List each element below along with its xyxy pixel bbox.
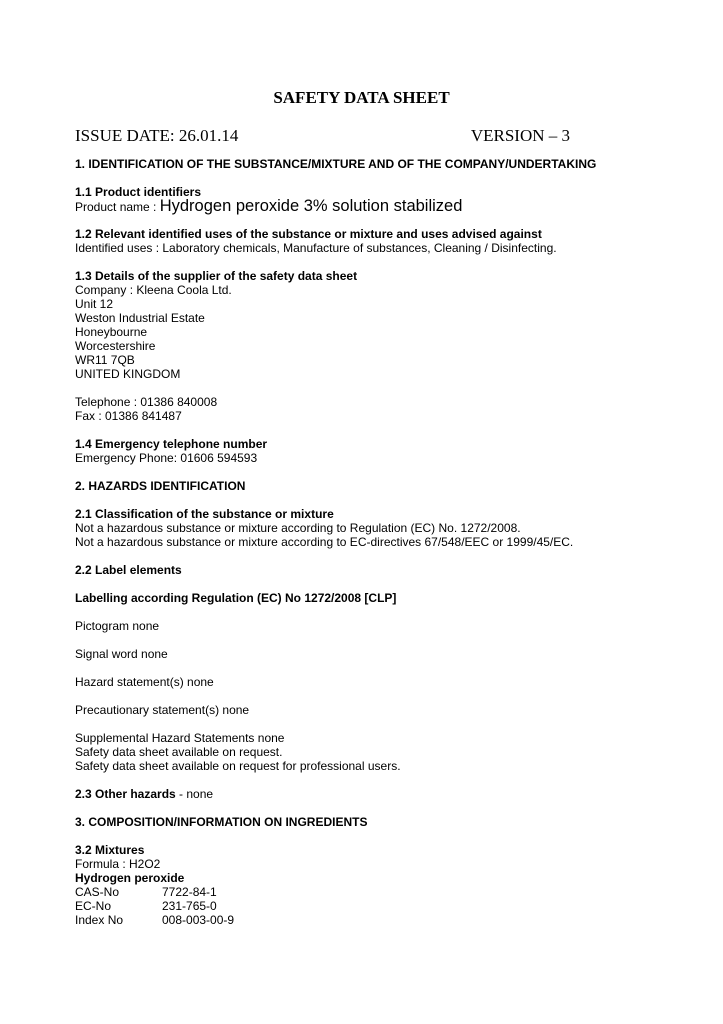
precautionary-statements: Precautionary statement(s) none [75, 703, 250, 717]
product-name-label: Product name : [75, 200, 160, 214]
pictogram: Pictogram none [75, 619, 160, 633]
identifier-row [75, 913, 675, 927]
issue-date: ISSUE DATE: 26.01.14 [75, 126, 239, 145]
version: VERSION – 3 [470, 126, 570, 145]
identifier-value: 008-003-00-9 [162, 913, 235, 927]
supplemental-line: Safety data sheet available on request for professional users. [75, 759, 401, 773]
section-2-2-heading: 2.2 Label elements [75, 563, 182, 577]
section-1-heading: 1. IDENTIFICATION OF THE SUBSTANCE/MIXTURE AND OF THE COMPANY/UNDERTAKING [75, 157, 597, 171]
section-2-3-heading: 2.3 Other hazards [75, 787, 176, 801]
address-line: Unit 12 [75, 297, 114, 311]
section-3-2-heading: 3.2 Mixtures [75, 843, 145, 857]
supplemental-line: Safety data sheet available on request. [75, 745, 283, 759]
section-1-4-heading: 1.4 Emergency telephone number [75, 437, 268, 451]
telephone: Telephone : 01386 840008 [75, 395, 218, 409]
hazard-statements: Hazard statement(s) none [75, 675, 214, 689]
product-name: Hydrogen peroxide 3% solution stabilized [159, 197, 463, 215]
section-1-2-heading: 1.2 Relevant identified uses of the substance or mixture and uses advised against [75, 227, 542, 241]
fax: Fax : 01386 841487 [75, 409, 182, 423]
labelling-heading: Labelling according Regulation (EC) No 1272/2008 [CLP] [75, 591, 397, 605]
other-hazards-value: - none [175, 787, 214, 801]
identified-uses: Identified uses : Laboratory chemicals, Manufacture of substances, Cleaning / Disinfecting. [75, 241, 557, 255]
identifier-row [75, 885, 675, 899]
identifier-row [75, 899, 675, 913]
section-2-1-heading: 2.1 Classification of the substance or mixture [75, 507, 334, 521]
section-2-heading: 2. HAZARDS IDENTIFICATION [75, 479, 246, 493]
address-line: WR11 7QB [75, 353, 135, 367]
document-title: SAFETY DATA SHEET [273, 88, 450, 107]
substance-name: Hydrogen peroxide [75, 871, 185, 885]
identifier-key: Index No [75, 913, 124, 927]
formula: Formula : H2O2 [75, 857, 161, 871]
address-line: UNITED KINGDOM [75, 367, 181, 381]
address-line: Worcestershire [75, 339, 156, 353]
identifier-key: EC-No [75, 899, 112, 913]
identifier-value: 231-765-0 [162, 899, 217, 913]
emergency-phone: Emergency Phone: 01606 594593 [75, 451, 258, 465]
other-hazards-line [75, 787, 675, 801]
supplemental-line: Supplemental Hazard Statements none [75, 731, 285, 745]
product-name-line [75, 199, 675, 215]
address-line: Company : Kleena Coola Ltd. [75, 283, 232, 297]
document-body [75, 157, 675, 927]
classification-line: Not a hazardous substance or mixture according to Regulation (EC) No. 1272/2008. [75, 521, 521, 535]
address-line: Honeybourne [75, 325, 148, 339]
identifier-value: 7722-84-1 [162, 885, 217, 899]
address-line: Weston Industrial Estate [75, 311, 205, 325]
section-1-3-heading: 1.3 Details of the supplier of the safety data sheet [75, 269, 358, 283]
section-1-1-heading: 1.1 Product identifiers [75, 185, 202, 199]
identifier-key: CAS-No [75, 885, 120, 899]
section-3-heading: 3. COMPOSITION/INFORMATION ON INGREDIENTS [75, 815, 368, 829]
signal-word: Signal word none [75, 647, 168, 661]
classification-line: Not a hazardous substance or mixture according to EC-directives 67/548/EEC or 1999/45/EC. [75, 535, 574, 549]
